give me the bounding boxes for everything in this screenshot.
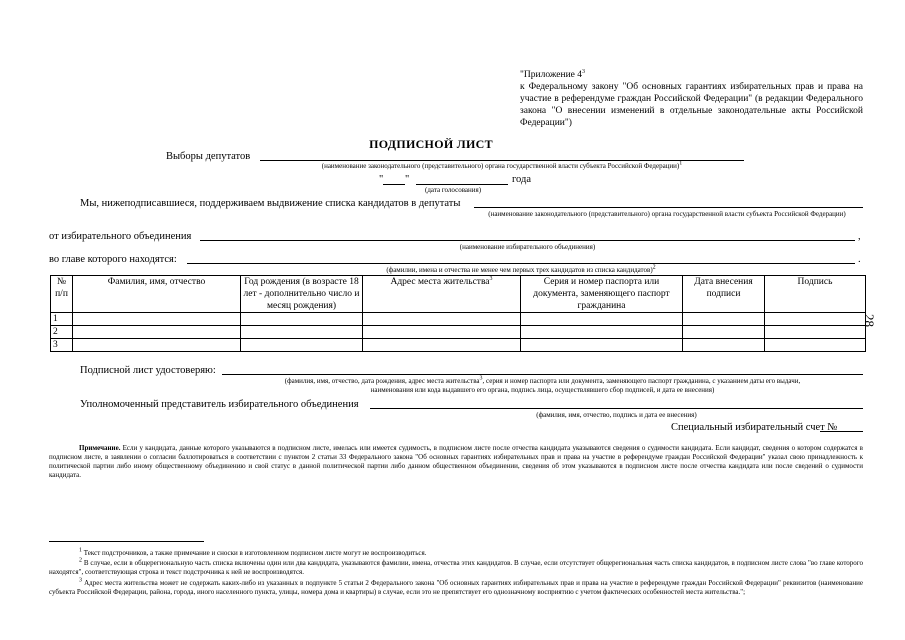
head-of-dot: . [858, 254, 861, 265]
cell-birth[interactable] [241, 326, 363, 339]
date-quote-open: " [379, 174, 384, 185]
representative-line [370, 408, 863, 409]
certify-label: Подписной лист удостоверяю: [80, 365, 216, 376]
association-caption: (наименование избирательного объединения) [459, 243, 596, 251]
cell-passport[interactable] [521, 326, 683, 339]
support-line [474, 207, 863, 208]
table-row [51, 339, 866, 352]
page-number: 28 [862, 314, 877, 327]
header-address: Адрес места жительства$^3$ [363, 276, 521, 313]
elections-caption: (наименование законодательного (представительного) органа государственной власти субъекта Российской Федерации)$^1$ [321, 160, 683, 170]
association-label: от избирательного объединения [49, 231, 192, 242]
footnote-1: $^1$ Текст подстрочников, а также примечание и сноски в изготовленном подписном листе могут не воспроизводиться. [79, 547, 427, 557]
cell-passport[interactable] [521, 313, 683, 326]
elections-label: Выборы депутатов [166, 151, 251, 162]
support-text: Мы, нижеподписавшиеся, поддерживаем выдвижение списка кандидатов в депутаты [80, 198, 461, 209]
certify-caption-2: наименования или кода выдавшего его органа, подпись лица, осуществлявшего сбор подписей, и дата ее внесения) [370, 386, 715, 394]
cell-signature[interactable] [765, 326, 866, 339]
appendix-title: "Приложение $4^3$ [520, 68, 585, 80]
cell-birth[interactable] [241, 313, 363, 326]
header-num: № п/п [51, 276, 73, 313]
cell-name[interactable] [73, 313, 241, 326]
cell-address[interactable] [363, 339, 521, 352]
appendix-body: к Федеральному закону "Об основных гарантиях избирательных прав и права на участие в референдуме граждан Российской Федерации" (в редакции Федерального закона "О внесении изменений в отдельные законодательные акты Российской Федерации") [520, 82, 863, 128]
footnote-separator [49, 541, 204, 542]
table-row [51, 326, 866, 339]
row-number: 2 [51, 326, 73, 339]
header-signature: Подпись [765, 276, 866, 313]
cell-birth[interactable] [241, 339, 363, 352]
cell-name[interactable] [73, 326, 241, 339]
cell-address[interactable] [363, 313, 521, 326]
certify-line [222, 374, 863, 375]
cell-date[interactable] [683, 339, 765, 352]
header-birth: Год рождения (в возрасте 18 лет - дополнительно число и месяц рождения) [241, 276, 363, 313]
page-title: ПОДПИСНОЙ ЛИСТ [369, 137, 493, 151]
signature-table [50, 275, 866, 352]
footnote-3: $^3$ Адрес места жительства может не содержать каких-либо из указанных в подпункте 5 статьи 2 Федерального закона "Об основных гарантиях избирательных прав и права на участие в референдуме граждан Российской Федерации" реквизитов (наименование субъекта Российской Федерации, района, города, иного населенного пункта, улицы, номера дома и квартиры) в случае, если это не препятствует его однозначному восприятию с учетом фактических особенностей места жительства."; [49, 577, 863, 596]
representative-caption: (фамилия, имя, отчество, подпись и дата ее внесения) [536, 411, 697, 419]
cell-address[interactable] [363, 326, 521, 339]
header-name: Фамилия, имя, отчество [73, 276, 241, 313]
support-caption: (наименование законодательного (представительного) органа государственной власти субъекта Российской Федерации) [488, 210, 846, 218]
table-row [51, 313, 866, 326]
cell-date[interactable] [683, 313, 765, 326]
head-of-label: во главе которого находятся: [49, 254, 177, 265]
date-quote-close: " [405, 174, 410, 185]
certify-caption: (фамилия, имя, отчество, дата рождения, адрес места жительства$^3$, серия и номер паспорта или документа, заменяющего паспорт гражданина, с указанием даты его выдачи, [284, 375, 801, 385]
header-passport: Серия и номер паспорта или документа, заменяющего паспорт гражданина [521, 276, 683, 313]
note-paragraph: Примечание. Если у кандидата, данные которого указываются в подписном листе, имелась или имеется судимость, в подписном листе после отчества кандидата указываются сведения о судимости кандидата. Если кандидат, сведения о котором содержатся в подписном листе, в заявлении о согласии баллотироваться в соответствии с пунктом 2 статьи 33 Федерального закона "Об основных гарантиях избирательных прав и права на участие в референдуме граждан Российской Федерации" указал свою принадлежность к политической партии либо иному общественному объединению и свой статус в данной политической партии либо данном общественном объединении, сведения об этом указываются в подписном листе после отчества кандидата или после сведений о судимости кандидата. [49, 444, 863, 479]
cell-passport[interactable] [521, 339, 683, 352]
cell-signature[interactable] [765, 313, 866, 326]
account-label: Специальный избирательный счет № [671, 422, 838, 433]
row-number: 1 [51, 313, 73, 326]
cell-name[interactable] [73, 339, 241, 352]
footnote-2: $^2$ В случае, если в общерегиональную часть списка включены один или два кандидата, указываются фамилии, имена, отчества этих кандидатов. В случае, если отсутствует общерегиональная часть списка кандидатов, в подписном листе слова "во главе которого находятся", соответствующая строка и текст подстрочника к ней не воспроизводятся. [49, 557, 863, 576]
date-caption: (дата голосования) [425, 186, 482, 194]
account-line [820, 431, 863, 432]
association-comma: , [858, 231, 861, 242]
elections-line [260, 160, 744, 161]
head-of-caption: (фамилии, имена и отчества не менее чем первых трех кандидатов из списка кандидатов)$^2$ [386, 264, 656, 274]
head-of-line [187, 263, 855, 264]
representative-label: Уполномоченный представитель избирательного объединения [80, 399, 359, 410]
cell-date[interactable] [683, 326, 765, 339]
date-day-line [383, 184, 405, 185]
date-year-word: года [512, 174, 531, 185]
table-header-row [51, 276, 866, 313]
cell-signature[interactable] [765, 339, 866, 352]
association-line [200, 240, 855, 241]
header-date: Дата внесения подписи [683, 276, 765, 313]
date-month-line [416, 184, 508, 185]
row-number: 3 [51, 339, 73, 352]
